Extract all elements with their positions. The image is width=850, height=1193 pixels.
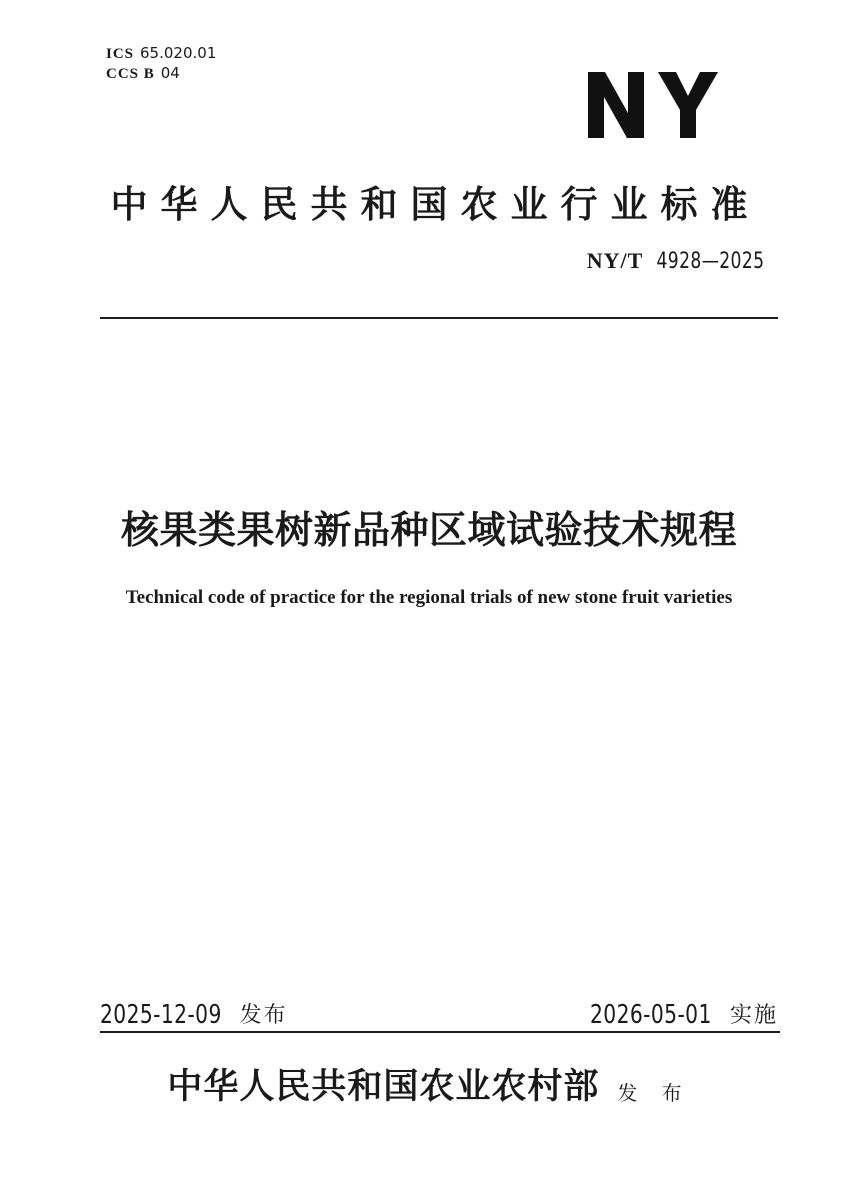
document-title-cn: 核果类果树新品种区域试验技术规程 <box>120 508 737 552</box>
footer-divider-line <box>100 1031 780 1033</box>
header-divider-line <box>100 317 778 319</box>
issue-date: 2025-12-09 <box>100 1000 222 1030</box>
issue-label: 发布 <box>239 1003 288 1028</box>
issuer-name: 中华人民共和国农业农村部 <box>167 1066 600 1107</box>
ccs-label: CCS B <box>106 66 155 82</box>
implement-label: 实施 <box>729 1003 778 1028</box>
ics-value: 65.020.01 <box>140 44 217 62</box>
ics-line <box>106 44 216 64</box>
ccs-line <box>106 64 216 84</box>
issuer-suffix: 发 布 <box>617 1081 691 1105</box>
dates-row <box>100 1001 778 1029</box>
ics-label: ICS <box>106 46 135 62</box>
standard-number <box>587 248 764 275</box>
implement-date: 2026-05-01 <box>590 1000 713 1030</box>
issue-date-group <box>100 1001 288 1029</box>
classification-codes <box>106 44 216 84</box>
standard-number-digits: 4928—2025 <box>655 249 764 274</box>
issuer-row <box>90 1066 768 1108</box>
ny-logo-glyphs <box>588 72 718 139</box>
standard-number-prefix: NY/T <box>586 248 644 273</box>
implement-date-group <box>590 1001 778 1029</box>
standard-series-title: 中华人民共和国农业行业标准 <box>110 183 761 226</box>
ccs-value: 04 <box>160 64 180 82</box>
ny-logo <box>588 72 718 139</box>
document-title-en: Technical code of practice for the regional trials of new stone fruit varieties <box>125 587 733 608</box>
